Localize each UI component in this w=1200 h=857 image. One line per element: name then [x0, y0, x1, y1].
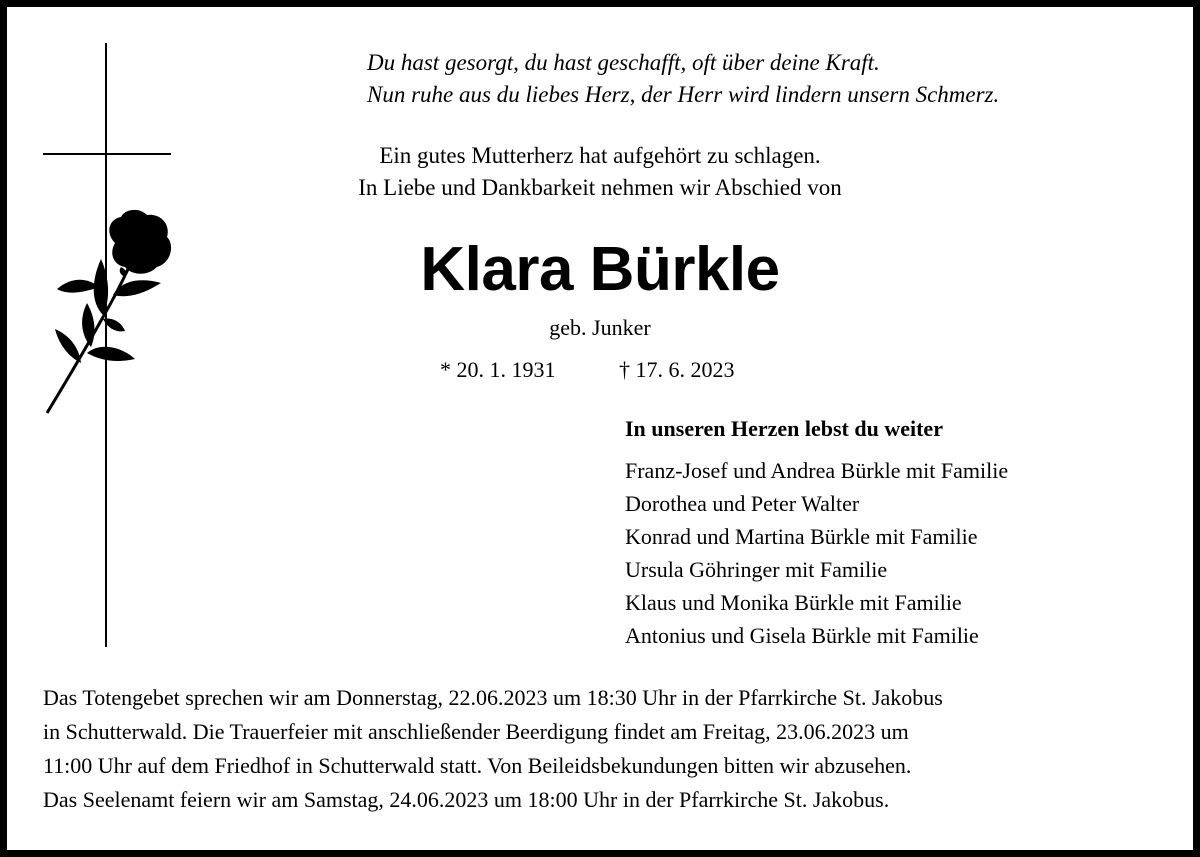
poem-line: Du hast gesorgt, du hast geschafft, oft über deine Kraft.: [367, 50, 880, 75]
notice-line: Das Totengebet sprechen wir am Donnerstag, 22.06.2023 um 18:30 Uhr in der Pfarrkirche St. Jakobus: [43, 685, 943, 710]
list-item: Franz-Josef und Andrea Bürkle mit Familie: [625, 458, 1009, 483]
notice-line: 11:00 Uhr auf dem Friedhof in Schutterwald statt. Von Beileidsbekundungen bitten wir abzusehen.: [43, 753, 912, 778]
birth-date: * 20. 1. 1931: [440, 357, 556, 382]
list-item: Ursula Göhringer mit Familie: [625, 557, 888, 582]
poem-line: Nun ruhe aus du liebes Herz, der Herr wird lindern unsern Schmerz.: [367, 82, 1000, 107]
mourners-list: [625, 454, 1008, 652]
funeral-notice: [43, 681, 1163, 817]
list-item: Konrad und Martina Bürkle mit Familie: [625, 524, 978, 549]
intro-line: In Liebe und Dankbarkeit nehmen wir Abschied von: [358, 175, 842, 200]
list-item: Antonius und Gisela Bürkle mit Familie: [625, 623, 979, 648]
maiden-name: geb. Junker: [549, 315, 651, 340]
death-date: † 17. 6. 2023: [619, 357, 735, 382]
rose-icon: [41, 207, 181, 417]
notice-line: Das Seelenamt feiern wir am Samstag, 24.06.2023 um 18:00 Uhr in der Pfarrkirche St. Jakobus.: [43, 787, 890, 812]
mourners-heading: In unseren Herzen lebst du weiter: [625, 416, 943, 441]
notice-line: in Schutterwald. Die Trauerfeier mit anschließender Beerdigung findet am Freitag, 23.06.2023 um: [43, 719, 909, 744]
poem: [367, 47, 999, 111]
intro-text: [300, 140, 900, 204]
obituary-card: [7, 7, 1193, 850]
intro-line: Ein gutes Mutterherz hat aufgehört zu schlagen.: [379, 143, 821, 168]
cross-icon-bar: [43, 153, 171, 155]
list-item: Klaus und Monika Bürkle mit Familie: [625, 590, 962, 615]
list-item: Dorothea und Peter Walter: [625, 491, 860, 516]
deceased-name: Klara Bürkle: [420, 235, 780, 304]
